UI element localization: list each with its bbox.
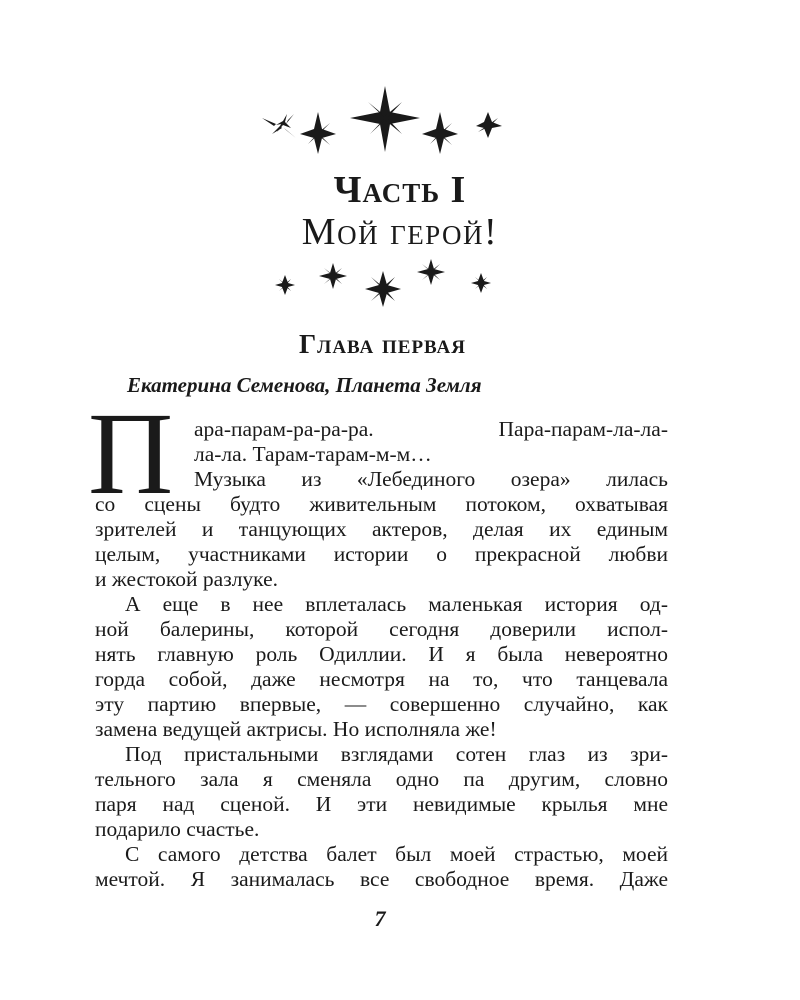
text-line: мечтой. Я занималась все свободное время. Даже — [95, 867, 668, 891]
text-line: и жестокой разлуке. — [95, 567, 279, 591]
chapter-pov-heading: Екатерина Семенова, Планета Земля — [127, 373, 482, 397]
text-line: нять главную роль Одиллии. И я была невероятно — [95, 642, 668, 666]
text-line: тельного зала я сменяла одно па другим, словно — [95, 767, 668, 791]
page-number: 7 — [374, 906, 386, 931]
star-ornament-top — [250, 82, 550, 167]
text-line: со сцены будто живительным потоком, охватывая — [95, 492, 668, 516]
text-line: подарило счастье. — [95, 817, 260, 841]
star-icon — [262, 114, 296, 138]
part-title: Часть I — [333, 169, 467, 211]
chapter-title: Глава первая — [299, 329, 466, 359]
drop-cap: П — [88, 388, 172, 519]
text-line: замена ведущей актрисы. Но исполняла же! — [95, 717, 497, 741]
text-line: Музыка из «Лебединого озера» лилась — [194, 467, 668, 491]
text-line: паря над сценой. И эти невидимые крылья мне — [95, 792, 668, 816]
text-line: ара-парам-ра-ра-ра. Пара-парам-ла-ла- — [194, 417, 668, 441]
text-line: А еще в нее вплеталась маленькая история од- — [125, 592, 668, 616]
text-line: зрителей и танцующих актеров, делая их единым — [95, 517, 668, 541]
text-line: эту партию впервые, — совершенно случайно, как — [95, 692, 668, 716]
text-line: ной балерины, которой сегодня доверили испол- — [95, 617, 668, 641]
text-line: Под пристальными взглядами сотен глаз из зри- — [125, 742, 668, 766]
text-line: С самого детства балет был моей страстью, моей — [125, 842, 668, 866]
star-ornament-bottom — [265, 255, 535, 315]
text-line: горда собой, даже несмотря на то, что танцевала — [95, 667, 668, 691]
text-line: ла-ла. Тарам-тарам-м-м… — [194, 442, 432, 466]
part-subtitle: Мой герой! — [301, 211, 499, 253]
text-line: целым, участниками истории о прекрасной любви — [95, 542, 668, 566]
